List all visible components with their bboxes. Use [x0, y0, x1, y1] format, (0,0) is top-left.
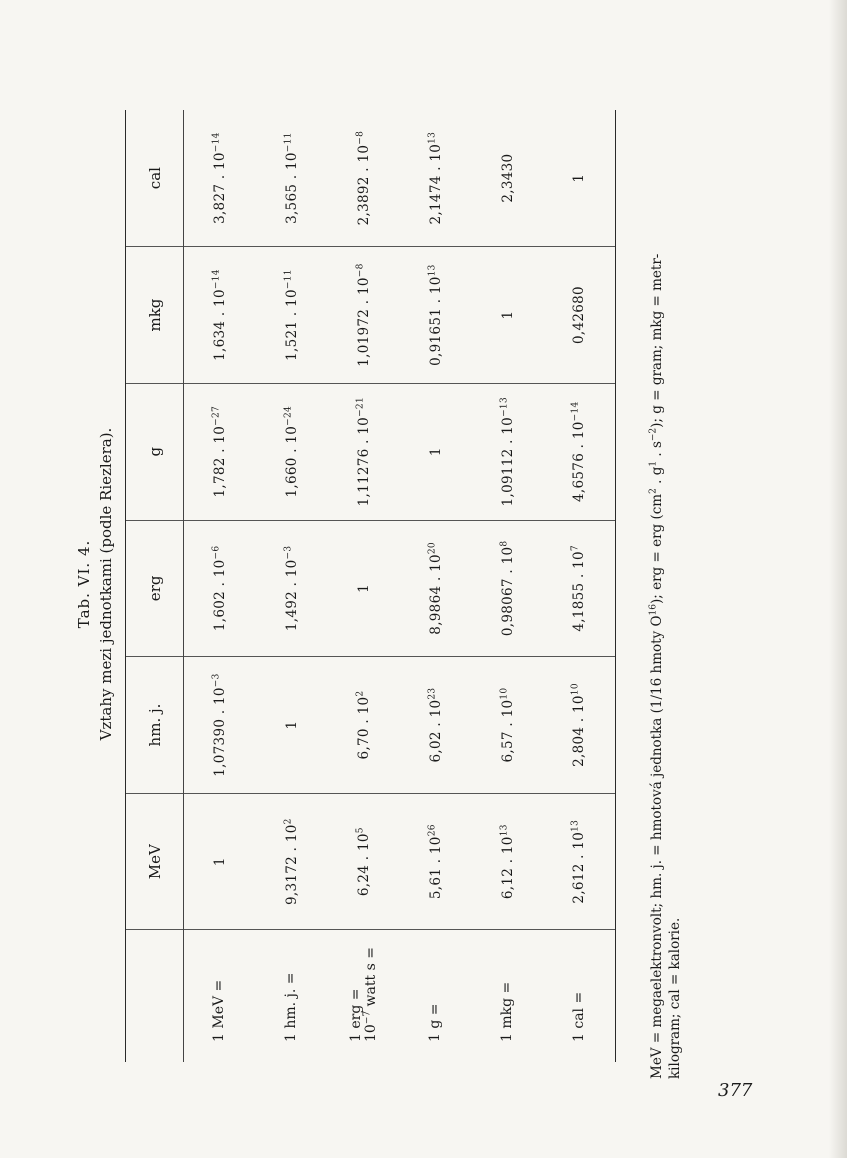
- value-cell: 1,521 . $10^{-11}$: [256, 247, 328, 384]
- value-cell: 1,11276 . $10^{-21}$: [328, 383, 400, 520]
- row-label-line: $10^{-7}$ watt s =: [361, 947, 379, 1042]
- rotated-table-page: [73, 89, 733, 1079]
- value-cell: 1,602 . $10^{-6}$: [184, 520, 256, 657]
- value-cell: 2,3430: [472, 110, 544, 247]
- value-cell: 3,565 . $10^{-11}$: [256, 110, 328, 247]
- exponent: −8: [355, 263, 365, 278]
- value-cell: 1,660 . $10^{-24}$: [256, 383, 328, 520]
- value-cell: 1,492 . $10^{-3}$: [256, 520, 328, 657]
- row-label-line: 1 g =: [427, 1003, 443, 1042]
- table-row: [256, 110, 328, 1062]
- value-cell: 4,6576 . $10^{-14}$: [544, 383, 616, 520]
- exponent: 13: [427, 264, 437, 277]
- exponent: 2: [648, 488, 659, 494]
- value-cell: 6,12 . $10^{13}$: [472, 793, 544, 930]
- exponent: −11: [283, 132, 293, 153]
- value-cell: 6,24 . $10^5$: [328, 793, 400, 930]
- unit-conversion-table: [125, 110, 616, 1062]
- value-cell: 3,827 . $10^{-14}$: [184, 110, 256, 247]
- row-label: [544, 930, 616, 1062]
- row-label: [184, 930, 256, 1062]
- exponent: 13: [427, 131, 437, 144]
- table-row: [544, 110, 616, 1062]
- exponent: 2: [283, 818, 293, 825]
- column-header: cal: [126, 110, 184, 247]
- row-label-line: 1 mkg =: [499, 981, 515, 1042]
- value-cell: 1,07390 . $10^{-3}$: [184, 657, 256, 794]
- table-header-row: [126, 110, 184, 1062]
- column-header: g: [126, 383, 184, 520]
- value-cell: 1: [184, 793, 256, 930]
- exponent: 13: [499, 824, 509, 837]
- column-header: erg: [126, 520, 184, 657]
- value-cell: 6,02 . $10^{23}$: [400, 657, 472, 794]
- value-cell: 2,3892 . $10^{-8}$: [328, 110, 400, 247]
- column-header: hm. j.: [126, 657, 184, 794]
- exponent: −8: [355, 130, 365, 145]
- table-row: [184, 110, 256, 1062]
- page-number: 377: [718, 1080, 753, 1101]
- table-row: [472, 110, 544, 1062]
- exponent: −7: [361, 1010, 372, 1025]
- table-caption: [73, 89, 117, 1079]
- value-cell: 1,634 . $10^{-14}$: [184, 247, 256, 384]
- value-cell: 4,1855 . $10^7$: [544, 520, 616, 657]
- exponent: −24: [283, 405, 293, 426]
- exponent: 16: [648, 604, 659, 616]
- row-label: [328, 930, 400, 1062]
- exponent: 8: [499, 540, 509, 547]
- value-cell: 2,612 . $10^{13}$: [544, 793, 616, 930]
- exponent: −11: [283, 269, 293, 290]
- column-header: MeV: [126, 793, 184, 930]
- row-label-line: 1 cal =: [570, 991, 587, 1042]
- column-header: mkg: [126, 247, 184, 384]
- exponent: 2: [355, 690, 365, 697]
- row-label: [400, 930, 472, 1062]
- exponent: 23: [427, 687, 437, 700]
- value-cell: 0,42680: [544, 247, 616, 384]
- exponent: 10: [570, 683, 581, 696]
- footnote: [648, 89, 684, 1079]
- value-cell: 9,3172 . $10^2$: [256, 793, 328, 930]
- footnote-line: MeV = megaelektronvolt; hm. j. = hmotová jednotka (1/16 hmoty $O^{16}$); erg = erg ($cm^2$ . $g^1$ . $s^{-2}$); g = gram; mkg = metr-: [648, 253, 665, 1079]
- exponent: −13: [499, 397, 509, 417]
- value-cell: 1: [256, 657, 328, 794]
- value-cell: 6,57 . $10^{10}$: [472, 657, 544, 794]
- row-label: [256, 930, 328, 1062]
- table-title: Vztahy mezi jednotkami (podle Riezlera).: [97, 427, 115, 741]
- table-row: [400, 110, 472, 1062]
- exponent: −3: [211, 673, 222, 688]
- exponent: −14: [211, 269, 222, 290]
- row-label-line: 1 erg =: [347, 988, 364, 1042]
- value-cell: 0,91651 . $10^{13}$: [400, 247, 472, 384]
- row-label: [472, 930, 544, 1062]
- value-cell: 2,804 . $10^{10}$: [544, 657, 616, 794]
- exponent: −2: [648, 427, 659, 442]
- value-cell: 0,98067 . $10^8$: [472, 520, 544, 657]
- value-cell: 1,01972 . $10^{-8}$: [328, 247, 400, 384]
- header-corner-cell: [126, 930, 184, 1062]
- exponent: −14: [211, 132, 222, 153]
- value-cell: 1,09112 . $10^{-13}$: [472, 383, 544, 520]
- table-row: [328, 110, 400, 1062]
- value-cell: 1,782 . $10^{-27}$: [184, 383, 256, 520]
- row-label-line: 1 hm. j. =: [283, 972, 299, 1042]
- value-cell: 1: [544, 110, 616, 247]
- value-cell: 2,1474 . $10^{13}$: [400, 110, 472, 247]
- value-cell: 1: [400, 383, 472, 520]
- exponent: −21: [355, 397, 365, 417]
- value-cell: 1: [328, 520, 400, 657]
- value-cell: 6,70 . $10^2$: [328, 657, 400, 794]
- value-cell: 1: [472, 247, 544, 384]
- value-cell: 5,61 . $10^{26}$: [400, 793, 472, 930]
- table-number: Tab. VI. 4.: [75, 539, 93, 629]
- page-edge-shadow: [829, 0, 847, 1158]
- row-label-line: 1 MeV =: [211, 979, 228, 1042]
- footnote-line: kilogram; cal = kalorie.: [667, 917, 683, 1079]
- value-cell: 8,9864 . $10^{20}$: [400, 520, 472, 657]
- exponent: 7: [570, 545, 581, 552]
- exponent: 10: [499, 687, 509, 700]
- exponent: 13: [570, 819, 581, 832]
- exponent: −3: [283, 545, 293, 560]
- exponent: 20: [427, 542, 437, 555]
- exponent: 1: [648, 460, 659, 467]
- exponent: −27: [211, 405, 222, 426]
- exponent: 26: [427, 824, 437, 837]
- exponent: −6: [211, 545, 222, 560]
- exponent: −14: [570, 401, 581, 422]
- exponent: 5: [355, 827, 365, 834]
